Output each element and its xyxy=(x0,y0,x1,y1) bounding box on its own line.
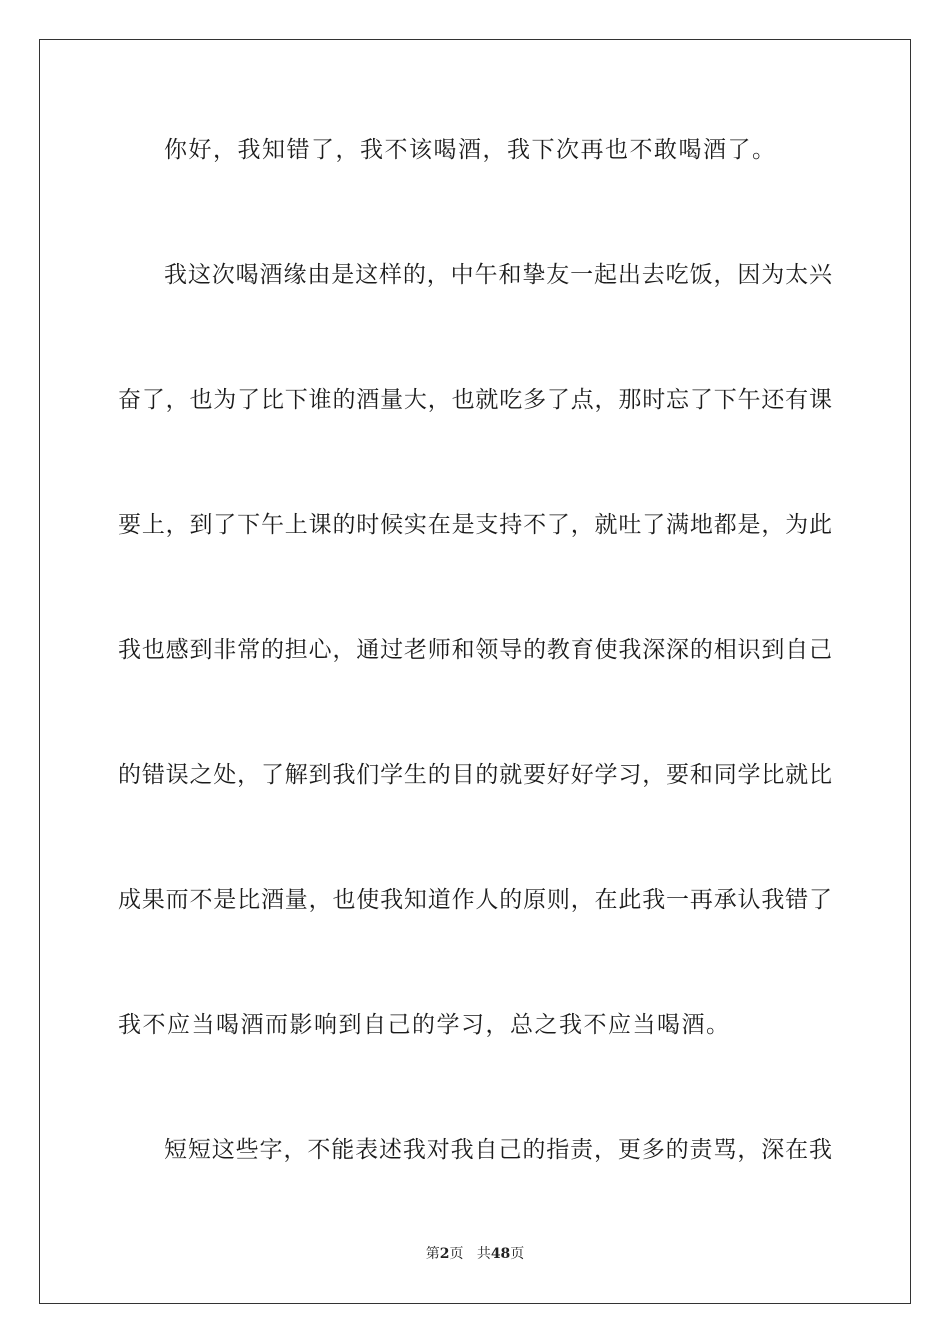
paragraph-2-line-5: 的错误之处，了解到我们学生的目的就要好好学习，要和同学比就比 xyxy=(118,762,832,788)
paragraph-2-line-3: 要上，到了下午上课的时候实在是支持不了，就吐了满地都是，为此 xyxy=(118,512,832,538)
paragraph-2-line-7: 我不应当喝酒而影响到自己的学习，总之我不应当喝酒。 xyxy=(118,1012,731,1038)
paragraph-2-line-6: 成果而不是比酒量，也使我知道作人的原则，在此我一再承认我错了 xyxy=(118,887,832,913)
paragraph-3-line-1: 短短这些字，不能表述我对我自己的指责，更多的责骂，深在我 xyxy=(164,1137,832,1163)
paragraph-2-line-2: 奋了，也为了比下谁的酒量大，也就吃多了点，那时忘了下午还有课 xyxy=(118,387,832,413)
footer-total-prefix: 共 xyxy=(476,1246,491,1262)
page-border xyxy=(39,39,911,1304)
footer-page-number: 2 xyxy=(439,1246,450,1262)
paragraph-2-line-1: 我这次喝酒缘由是这样的，中午和挚友一起出去吃饭，因为太兴 xyxy=(164,262,832,288)
footer-total-pages: 48 xyxy=(490,1246,511,1262)
paragraph-1-line-1: 你好，我知错了，我不该喝酒，我下次再也不敢喝酒了。 xyxy=(164,137,777,163)
page-footer xyxy=(0,1245,950,1263)
footer-total-suffix: 页 xyxy=(510,1246,525,1262)
paragraph-2-line-4: 我也感到非常的担心，通过老师和领导的教育使我深深的相识到自己 xyxy=(118,637,832,663)
footer-page-prefix: 第 xyxy=(425,1246,440,1262)
footer-page-suffix: 页 xyxy=(449,1246,464,1262)
